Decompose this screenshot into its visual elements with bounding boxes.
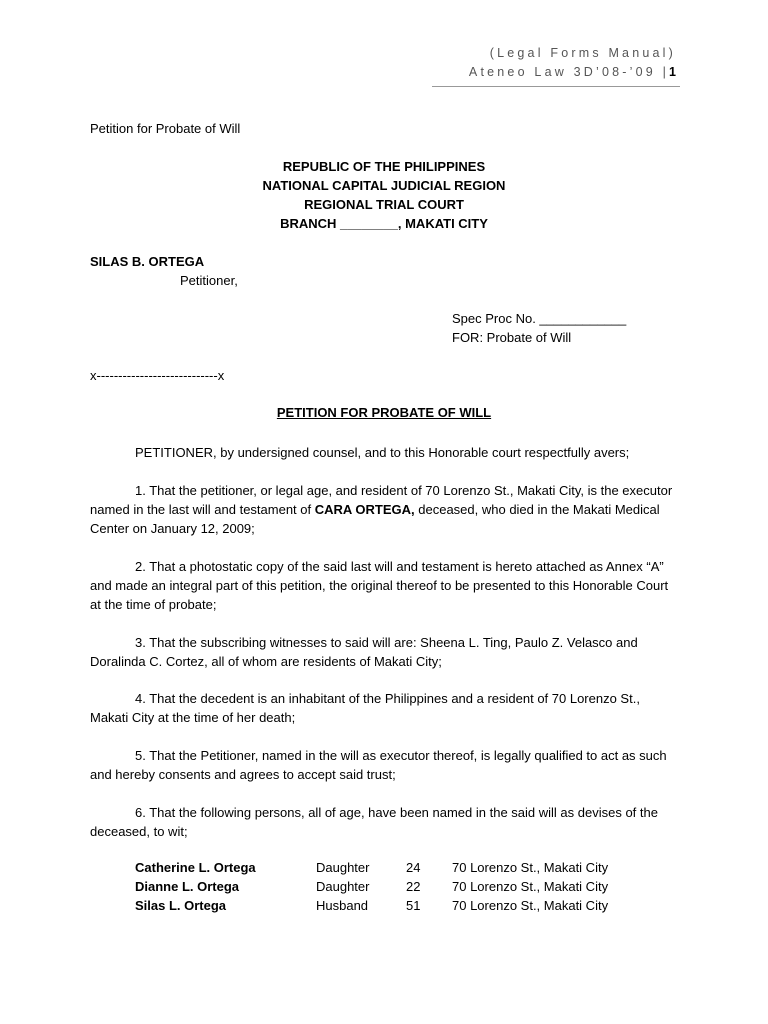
- paragraph-1: [90, 481, 678, 538]
- document-title: Petition for Probate of Will: [90, 121, 241, 136]
- court-branch: BRANCH ________, MAKATI CITY: [280, 216, 488, 231]
- devisee-address: 70 Lorenzo St., Makati City: [452, 879, 609, 894]
- court-name: REGIONAL TRIAL COURT: [304, 197, 464, 212]
- devisee-name: Catherine L. Ortega: [135, 860, 256, 875]
- paragraph-2: 2. That a photostatic copy of the said last will and testament is hereto attached as Annex “A” and made an integral part of this petition, the original thereof to be presented to this Honorable Court at the time of probate;: [90, 559, 669, 612]
- devisee-name: Silas L. Ortega: [135, 898, 227, 913]
- case-purpose: FOR: Probate of Will: [452, 330, 572, 345]
- devisee-address: 70 Lorenzo St., Makati City: [452, 860, 609, 875]
- caption-separator: x----------------------------x: [90, 368, 225, 383]
- paragraph-5: 5. That the Petitioner, named in the will as executor thereof, is legally qualified to act as such and hereby consents and agrees to accept said trust;: [90, 748, 667, 782]
- devisee-age: 24: [406, 860, 421, 875]
- paragraph-4: 4. That the decedent is an inhabitant of the Philippines and a resident of 70 Lorenzo St., Makati City at the time of her death;: [90, 691, 640, 725]
- court-region: NATIONAL CAPITAL JUDICIAL REGION: [262, 178, 506, 193]
- paragraph-1-text-a: 1. That the petitioner, or legal age, and resident of 70 Lorenzo St., Makati City, is the executor named in the last will and testament of: [90, 483, 673, 517]
- header-course-line: [469, 65, 676, 79]
- devisee-name: Dianne L. Ortega: [135, 879, 240, 894]
- petitioner-name: SILAS B. ORTEGA: [90, 254, 205, 269]
- paragraph-6: 6. That the following persons, all of age, have been named in the said will as devises of the deceased, to wit;: [90, 805, 658, 839]
- devisee-age: 51: [406, 898, 421, 913]
- devisee-relation: Husband: [316, 898, 369, 913]
- petition-heading: PETITION FOR PROBATE OF WILL: [276, 405, 492, 420]
- intro-paragraph: PETITIONER, by undersigned counsel, and to this Honorable court respectfully avers;: [135, 445, 630, 460]
- header-course-text: Ateneo Law 3D’08-’09 |: [468, 65, 670, 79]
- paragraph-1-text-b: deceased, who died in the Makati Medical Center on January 12, 2009;: [90, 502, 660, 536]
- devisee-relation: Daughter: [316, 860, 370, 875]
- page-number: 1: [669, 65, 676, 79]
- devisee-relation: Daughter: [316, 879, 370, 894]
- header-manual-title: (Legal Forms Manual): [489, 46, 676, 60]
- petitioner-role: Petitioner,: [180, 273, 238, 288]
- header-rule: [432, 86, 680, 87]
- court-country: REPUBLIC OF THE PHILIPPINES: [282, 159, 486, 174]
- decedent-name: CARA ORTEGA,: [314, 502, 415, 517]
- devisee-age: 22: [406, 879, 421, 894]
- paragraph-3: 3. That the subscribing witnesses to said will are: Sheena L. Ting, Paulo Z. Velasco and Doralinda C. Cortez, all of whom are residents of Makati City;: [90, 635, 638, 669]
- devisee-address: 70 Lorenzo St., Makati City: [452, 898, 609, 913]
- spec-proc-number: Spec Proc No. ____________: [452, 311, 627, 326]
